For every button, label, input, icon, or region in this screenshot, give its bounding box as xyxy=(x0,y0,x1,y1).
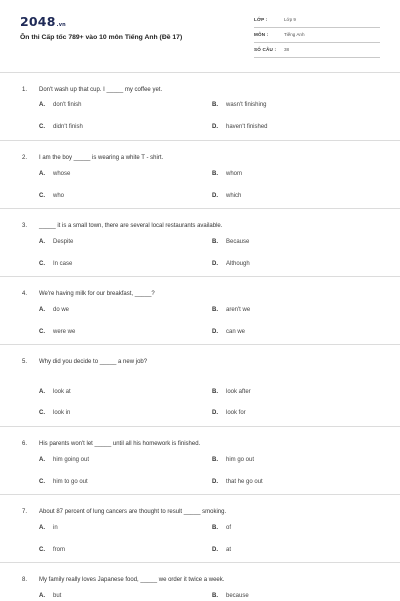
option-b[interactable] xyxy=(212,457,254,463)
option-letter: A. xyxy=(39,102,45,108)
meta-class-label: LỚP : xyxy=(254,17,268,22)
site-logo[interactable] xyxy=(20,14,66,29)
question-number: 7. xyxy=(22,509,28,515)
option-d[interactable] xyxy=(212,479,263,485)
option-letter: A. xyxy=(39,171,45,177)
option-letter: C. xyxy=(39,329,45,335)
option-a[interactable] xyxy=(39,102,82,108)
option-text: of xyxy=(226,525,232,531)
meta-count xyxy=(254,44,380,58)
question-body: About 87 percent of lung cancers are thought to result _____ smoking. xyxy=(39,509,227,515)
header xyxy=(0,0,400,70)
option-letter: A. xyxy=(39,307,45,313)
option-letter: C. xyxy=(39,479,45,485)
option-d[interactable] xyxy=(212,329,245,335)
option-d[interactable] xyxy=(212,193,241,199)
option-text: were we xyxy=(53,329,76,335)
question-text xyxy=(22,441,200,447)
option-text: from xyxy=(53,547,65,553)
question-body: Why did you decide to _____ a new job? xyxy=(39,359,148,365)
option-letter: B. xyxy=(212,593,218,599)
option-b[interactable] xyxy=(212,525,231,531)
logo-main: 2048 xyxy=(20,14,56,29)
option-c[interactable] xyxy=(39,193,64,199)
question-number: 3. xyxy=(22,223,28,229)
option-letter: A. xyxy=(39,593,45,599)
option-text: didn't finish xyxy=(53,124,83,130)
question-body: Don't wash up that cup. I _____ my coffee yet. xyxy=(39,87,163,93)
option-c[interactable] xyxy=(39,410,70,416)
option-text: Despite xyxy=(53,239,74,245)
option-c[interactable] xyxy=(39,329,75,335)
question-number: 5. xyxy=(22,359,28,365)
option-text: who xyxy=(53,193,65,199)
question-8 xyxy=(0,562,400,601)
question-3 xyxy=(0,208,400,277)
option-c[interactable] xyxy=(39,547,65,553)
option-text: at xyxy=(226,547,232,553)
question-body: _____ it is a small town, there are several local restaurants available. xyxy=(39,223,223,229)
exam-title: Ôn thi Cấp tốc 789+ vào 10 môn Tiếng Anh (Đề 17) xyxy=(20,34,183,41)
question-text xyxy=(22,577,224,583)
meta-count-value: 38 xyxy=(284,47,290,52)
meta-class-value: Lớp 9 xyxy=(284,17,296,22)
option-letter: D. xyxy=(212,479,218,485)
option-a[interactable] xyxy=(39,171,70,177)
question-text xyxy=(22,87,162,93)
question-body: His parents won't let _____ until all his homework is finished. xyxy=(39,441,201,447)
option-text: that he go out xyxy=(226,479,263,485)
option-text: In case xyxy=(53,261,73,267)
option-letter: D. xyxy=(212,124,218,130)
question-2 xyxy=(0,140,400,209)
question-number: 2. xyxy=(22,155,28,161)
option-text: in xyxy=(53,525,58,531)
option-letter: B. xyxy=(212,457,218,463)
option-a[interactable] xyxy=(39,593,61,599)
option-text: but xyxy=(53,593,62,599)
option-letter: B. xyxy=(212,525,218,531)
option-letter: D. xyxy=(212,193,218,199)
option-d[interactable] xyxy=(212,124,268,130)
option-a[interactable] xyxy=(39,525,58,531)
meta-subject xyxy=(254,29,380,43)
option-c[interactable] xyxy=(39,479,88,485)
question-6 xyxy=(0,426,400,495)
question-body: I am the boy _____ is wearing a white T - shirt. xyxy=(39,155,164,161)
option-c[interactable] xyxy=(39,261,72,267)
meta-subject-value: Tiếng Anh xyxy=(284,32,305,37)
option-text: whom xyxy=(226,171,243,177)
option-text: do we xyxy=(53,307,70,313)
question-body: We're having milk for our breakfast, _____? xyxy=(39,291,155,297)
option-a[interactable] xyxy=(39,239,73,245)
option-a[interactable] xyxy=(39,457,89,463)
option-letter: D. xyxy=(212,329,218,335)
option-b[interactable] xyxy=(212,171,242,177)
option-d[interactable] xyxy=(212,261,250,267)
option-letter: D. xyxy=(212,410,218,416)
question-text xyxy=(22,291,155,297)
option-text: look in xyxy=(53,410,71,416)
question-text xyxy=(22,509,226,515)
option-text: look after xyxy=(226,389,251,395)
question-text xyxy=(22,155,163,161)
question-5 xyxy=(0,344,400,427)
question-number: 8. xyxy=(22,577,28,583)
option-letter: A. xyxy=(39,389,45,395)
option-text: because xyxy=(226,593,249,599)
option-text: him to go out xyxy=(53,479,88,485)
option-letter: C. xyxy=(39,410,45,416)
option-b[interactable] xyxy=(212,389,251,395)
option-letter: B. xyxy=(212,239,218,245)
option-text: him go out xyxy=(226,457,255,463)
option-d[interactable] xyxy=(212,547,231,553)
option-text: don't finish xyxy=(53,102,82,108)
option-b[interactable] xyxy=(212,239,249,245)
option-letter: A. xyxy=(39,457,45,463)
meta-count-label: SỐ CÂU : xyxy=(254,47,277,52)
option-letter: B. xyxy=(212,307,218,313)
logo-tld: .vn xyxy=(56,22,66,28)
option-text: aren't we xyxy=(226,307,251,313)
option-letter: B. xyxy=(212,102,218,108)
question-text xyxy=(22,223,222,229)
option-text: look at xyxy=(53,389,71,395)
option-a[interactable] xyxy=(39,307,69,313)
option-text: wasn't finishing xyxy=(226,102,267,108)
question-body: My family really loves Japanese food, _____ we order it twice a week. xyxy=(39,577,225,583)
option-a[interactable] xyxy=(39,389,71,395)
option-letter: C. xyxy=(39,193,45,199)
option-text: look for xyxy=(226,410,246,416)
option-text: him going out xyxy=(53,457,90,463)
option-text: Although xyxy=(226,261,250,267)
question-number: 6. xyxy=(22,441,28,447)
option-letter: D. xyxy=(212,547,218,553)
option-d[interactable] xyxy=(212,410,246,416)
option-text: can we xyxy=(226,329,246,335)
question-number: 4. xyxy=(22,291,28,297)
option-letter: B. xyxy=(212,389,218,395)
option-letter: A. xyxy=(39,239,45,245)
option-c[interactable] xyxy=(39,124,83,130)
option-letter: C. xyxy=(39,261,45,267)
option-letter: C. xyxy=(39,547,45,553)
question-text xyxy=(22,359,147,365)
question-1 xyxy=(0,72,400,141)
option-text: haven't finished xyxy=(226,124,268,130)
option-text: which xyxy=(226,193,242,199)
meta-class xyxy=(254,14,380,28)
option-b[interactable] xyxy=(212,307,250,313)
option-b[interactable] xyxy=(212,102,267,108)
question-4 xyxy=(0,276,400,345)
option-text: whose xyxy=(53,171,71,177)
option-letter: A. xyxy=(39,525,45,531)
meta-subject-label: MÔN : xyxy=(254,32,269,37)
option-text: Because xyxy=(226,239,250,245)
question-number: 1. xyxy=(22,87,28,93)
option-letter: C. xyxy=(39,124,45,130)
question-7 xyxy=(0,494,400,563)
option-letter: B. xyxy=(212,171,218,177)
option-letter: D. xyxy=(212,261,218,267)
option-b[interactable] xyxy=(212,593,249,599)
